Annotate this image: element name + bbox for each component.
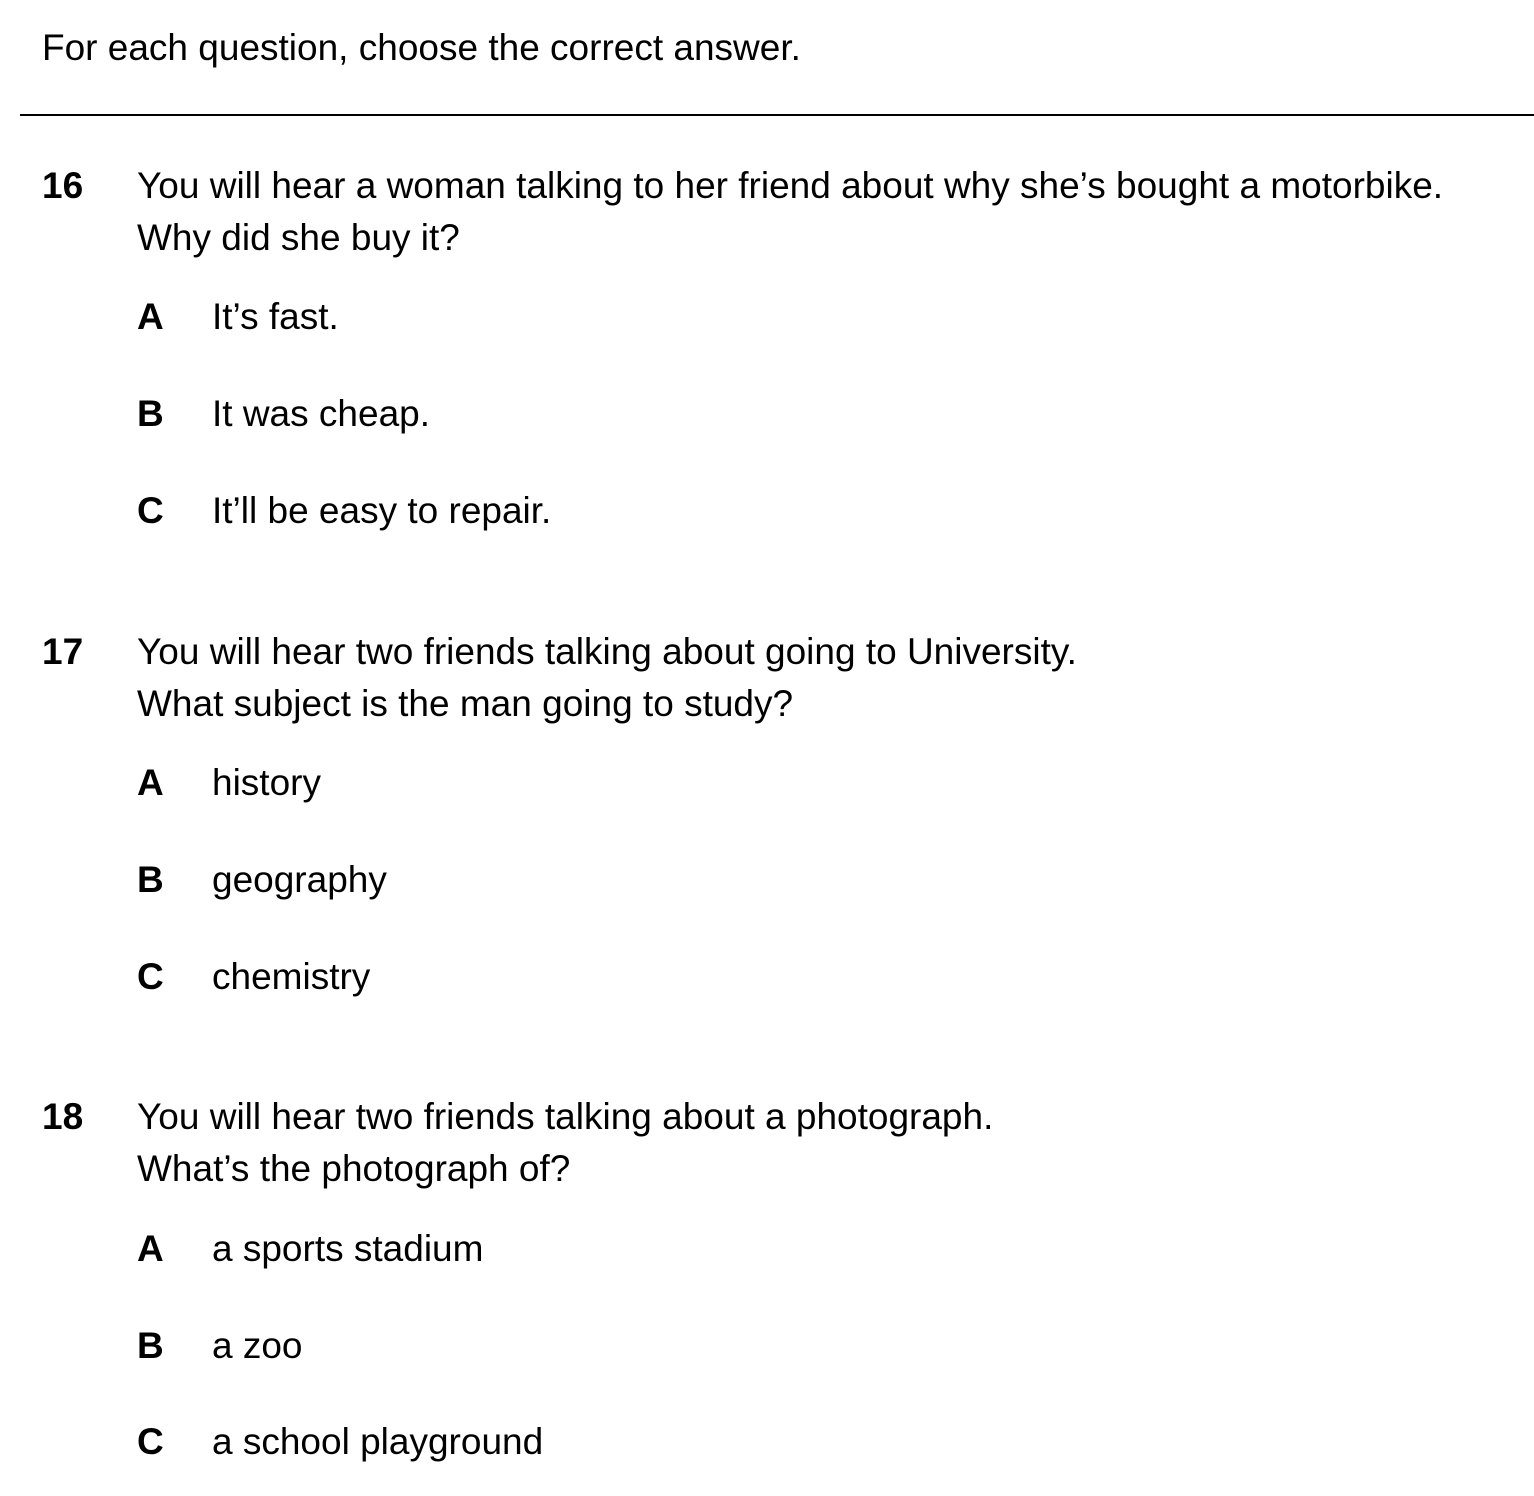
- option-17-b[interactable]: [0, 854, 1534, 906]
- option-letter: A: [137, 762, 164, 803]
- option-letter: C: [137, 490, 164, 531]
- option-16-c[interactable]: [0, 485, 1534, 537]
- instructions: For each question, choose the correct answer.: [42, 27, 801, 68]
- option-letter: B: [137, 1325, 164, 1366]
- option-16-b[interactable]: [0, 388, 1534, 440]
- option-text: It was cheap.: [212, 393, 431, 434]
- option-18-b[interactable]: [0, 1320, 1534, 1372]
- option-text: It’ll be easy to repair.: [212, 490, 552, 531]
- option-text: a sports stadium: [212, 1228, 484, 1269]
- option-text: It’s fast.: [212, 296, 339, 337]
- divider-rule: [20, 114, 1534, 116]
- option-18-a[interactable]: [0, 1223, 1534, 1275]
- option-17-c[interactable]: [0, 951, 1534, 1003]
- option-letter: C: [137, 1421, 164, 1462]
- option-text: geography: [212, 859, 387, 900]
- option-letter: B: [137, 393, 164, 434]
- question-prompt: You will hear a woman talking to her friend about why she’s bought a motorbike.: [137, 165, 1444, 206]
- option-letter: A: [137, 296, 164, 337]
- question-prompt: You will hear two friends talking about a photograph.: [137, 1096, 994, 1137]
- question-number: 17: [42, 631, 84, 672]
- option-text: a zoo: [212, 1325, 303, 1366]
- question-prompt: You will hear two friends talking about going to University.: [137, 631, 1077, 672]
- option-17-a[interactable]: [0, 757, 1534, 809]
- option-text: chemistry: [212, 956, 371, 997]
- option-text: a school playground: [212, 1421, 544, 1462]
- question-number: 16: [42, 165, 84, 206]
- option-16-a[interactable]: [0, 291, 1534, 343]
- option-letter: C: [137, 956, 164, 997]
- question-text: What subject is the man going to study?: [137, 683, 794, 724]
- option-18-c[interactable]: [0, 1416, 1534, 1468]
- question-text: Why did she buy it?: [137, 217, 460, 258]
- question-number: 18: [42, 1096, 84, 1137]
- question-text: What’s the photograph of?: [137, 1148, 571, 1189]
- option-letter: B: [137, 859, 164, 900]
- option-text: history: [212, 762, 321, 803]
- option-letter: A: [137, 1228, 164, 1269]
